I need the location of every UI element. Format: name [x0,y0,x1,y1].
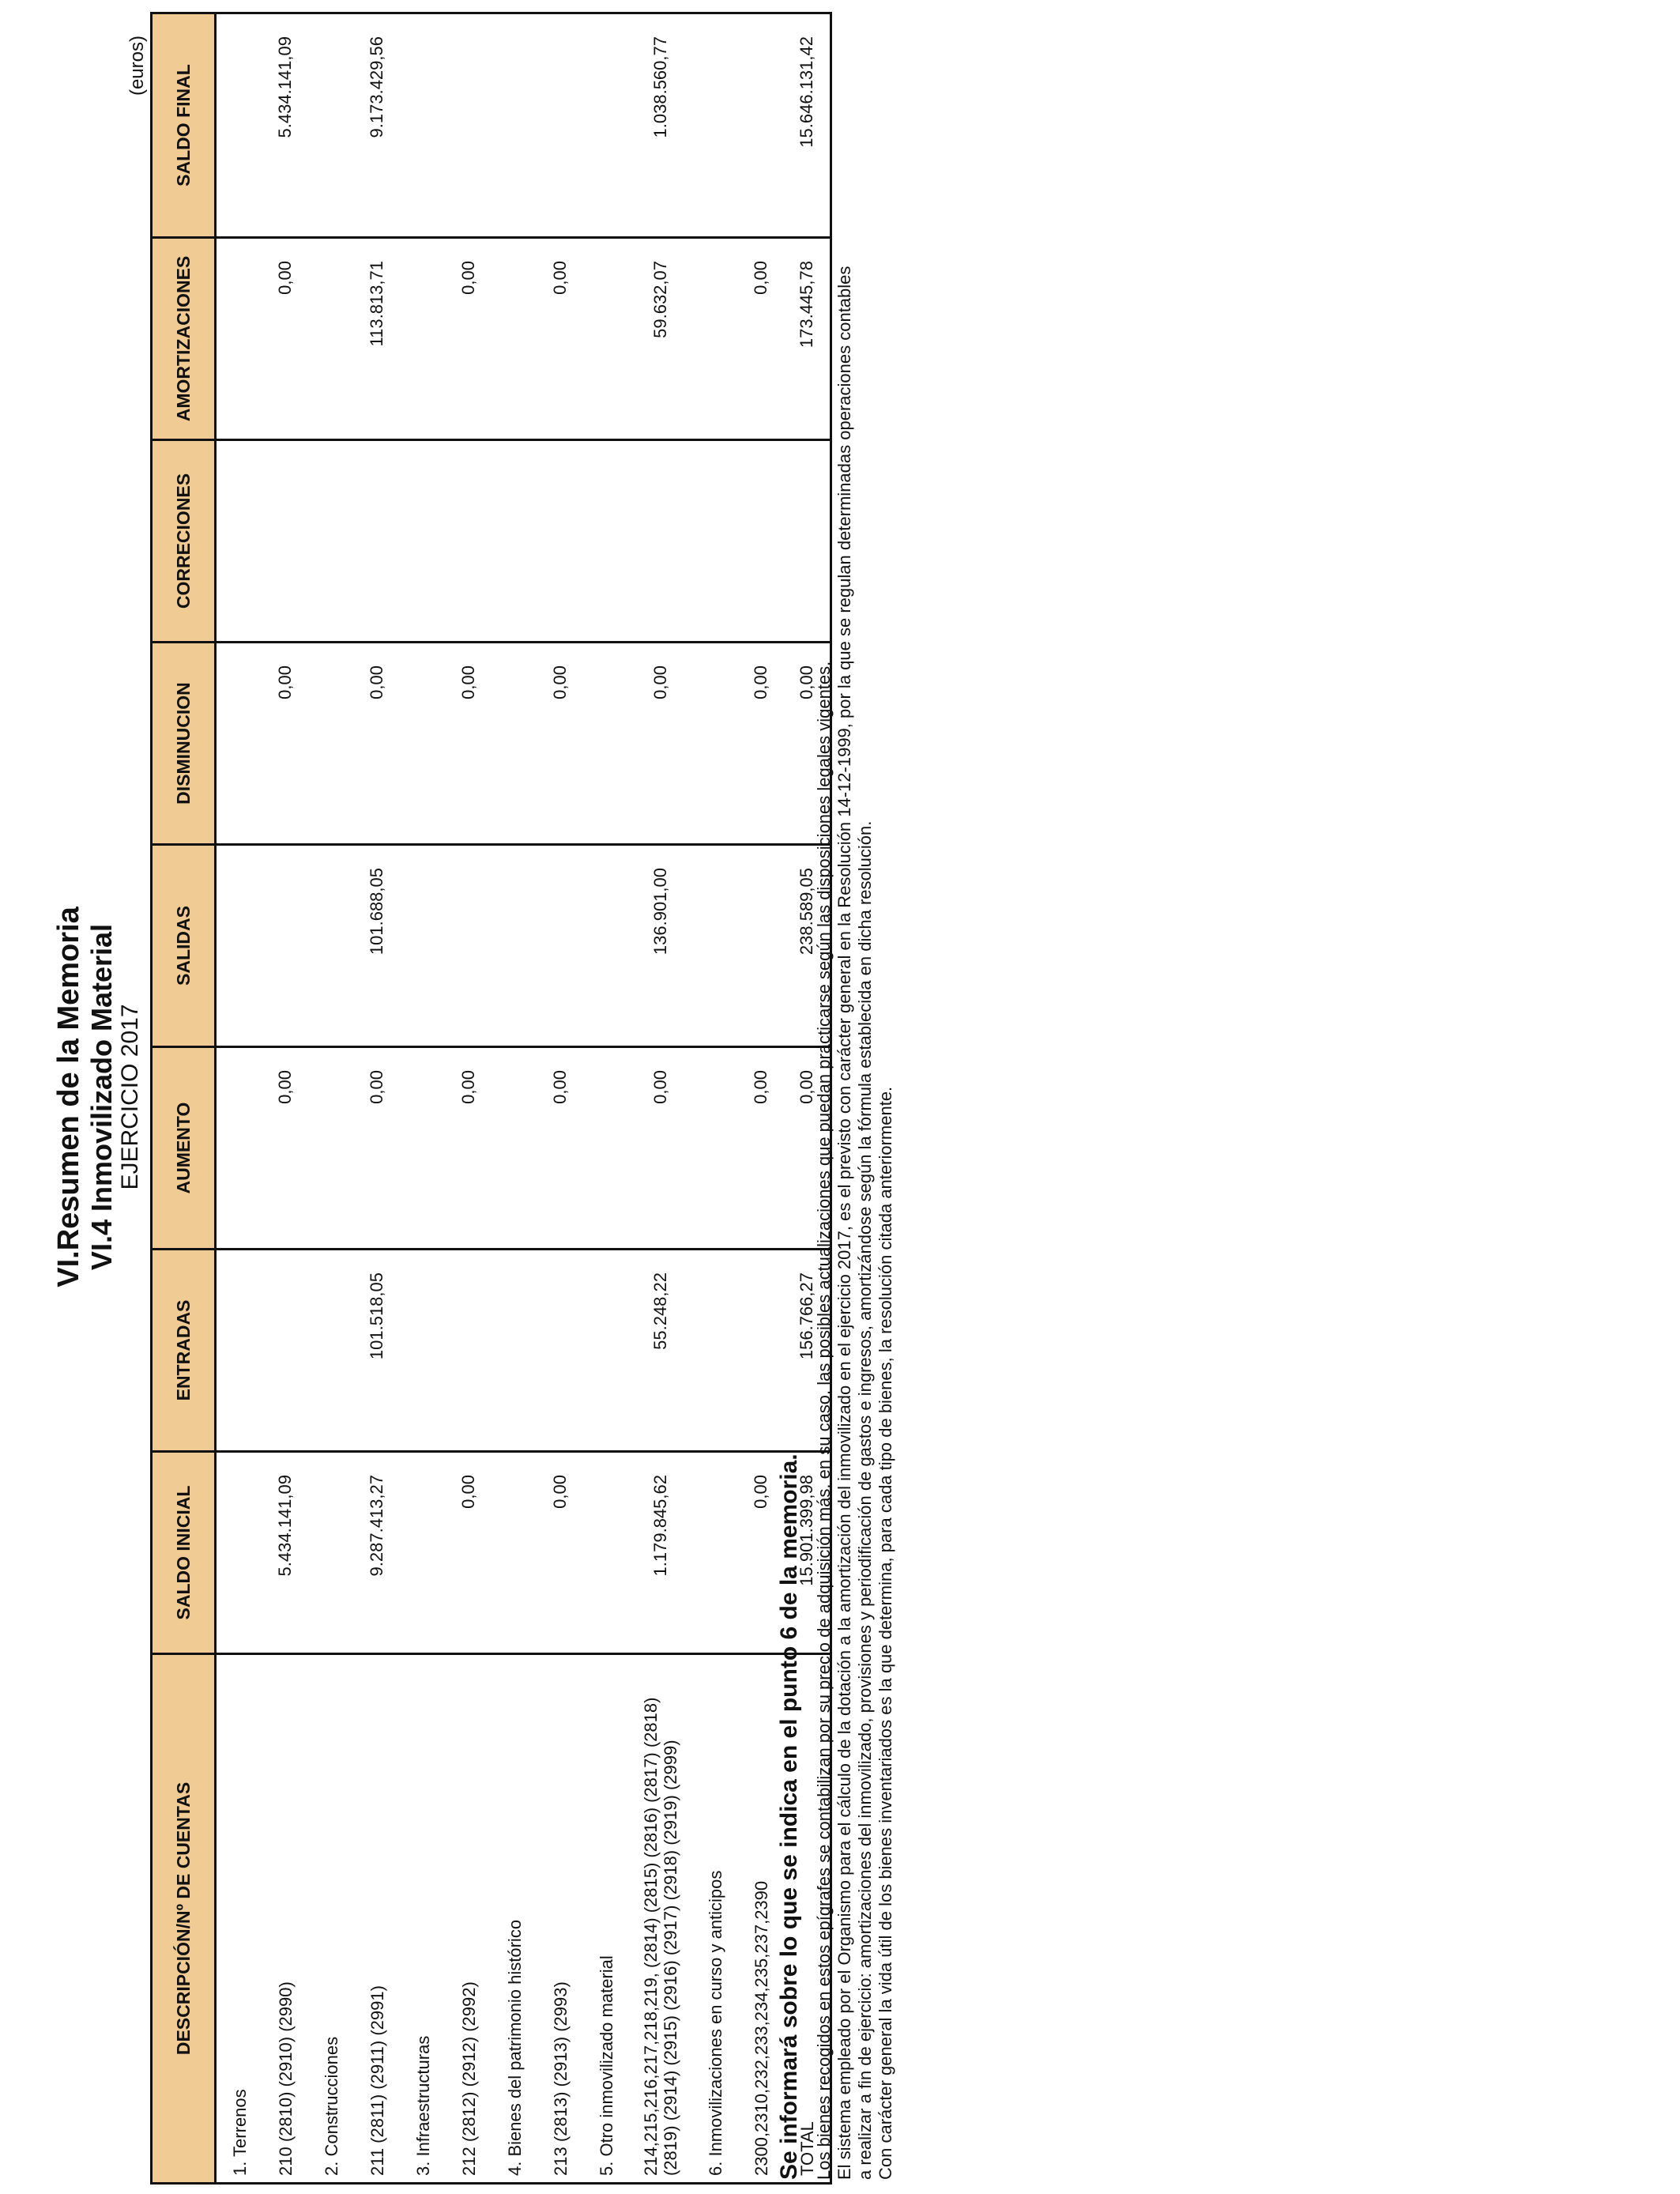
cell-aumento: 0,00 [738,1047,784,1250]
col-header-salidas: SALIDAS [152,845,216,1047]
cell-aumento [583,1047,629,1250]
note-line: El sistema empleado por el Organismo para el cálculo de la dotación a la amortización del inmovilizado en el ejercicio 2017, es el previsto con carácter general en la Resolución 14-12-1999, por la que se regulan determinadas operaciones contables [834,266,854,2180]
cell-saldo-final [308,13,354,238]
cell-entradas [492,1250,537,1452]
cell-amortizaciones: 0,00 [738,238,784,440]
table-row [216,13,263,2184]
cell-saldo-inicial [216,1452,263,1654]
cell-aumento: 0,00 [629,1047,692,1250]
currency-unit: (euros) [126,36,148,96]
col-header-correciones: CORRECIONES [152,440,216,643]
cell-amortizaciones [400,238,446,440]
cell-descripcion: 210 (2810) (2910) (2990) [262,1654,308,2184]
cell-amortizaciones [308,238,354,440]
cell-disminucion [583,643,629,845]
cell-disminucion: 0,00 [262,643,308,845]
table-row [446,13,492,2184]
cell-salidas [692,845,738,1047]
cell-entradas [446,1250,492,1452]
table-row [262,13,308,2184]
cell-correciones [492,440,537,643]
cell-salidas [583,845,629,1047]
cell-aumento [492,1047,537,1250]
cell-saldo-inicial: 0,00 [537,1452,583,1654]
cell-correciones [446,440,492,643]
cell-saldo-final [400,13,446,238]
cell-saldo-final [446,13,492,238]
cell-saldo-final [738,13,784,238]
cell-entradas: 101.518,05 [354,1250,400,1452]
cell-entradas: 55.248,22 [629,1250,692,1452]
cell-amortizaciones [583,238,629,440]
section-title: VI.4 Inmovilizado Material [85,923,118,1271]
cell-saldo-final [583,13,629,238]
cell-salidas [308,845,354,1047]
cell-saldo-final: 5.434.141,09 [262,13,308,238]
cell-amortizaciones: 0,00 [262,238,308,440]
cell-entradas [308,1250,354,1452]
cell-descripcion: 2. Construcciones [308,1654,354,2184]
page-title: VI.Resumen de la Memoria [52,907,85,1287]
cell-saldo-inicial: 15.901.399,98 [784,1452,831,1654]
cell-saldo-inicial: 5.434.141,09 [262,1452,308,1654]
cell-entradas [692,1250,738,1452]
col-header-entradas: ENTRADAS [152,1250,216,1452]
cell-descripcion: 4. Bienes del patrimonio histórico [492,1654,537,2184]
cell-saldo-inicial: 9.287.413,27 [354,1452,400,1654]
cell-disminucion: 0,00 [738,643,784,845]
table-row [400,13,446,2184]
cell-saldo-inicial [308,1452,354,1654]
cell-amortizaciones [492,238,537,440]
col-header-amortizaciones: AMORTIZACIONES [152,238,216,440]
cell-correciones [738,440,784,643]
cell-amortizaciones: 59.632,07 [629,238,692,440]
cell-descripcion: 214,215,216,217,218,219, (2814) (2815) (2816) (2817) (2818) (2819) (2914) (2915) (2916) (2917) (2918) (2919) (2999) [629,1654,692,2184]
cell-salidas [492,845,537,1047]
cell-entradas [262,1250,308,1452]
cell-aumento: 0,00 [446,1047,492,1250]
table-row [629,13,692,2184]
cell-correciones [629,440,692,643]
cell-saldo-final [692,13,738,238]
cell-salidas: 101.688,05 [354,845,400,1047]
cell-salidas: 238.589,05 [784,845,831,1047]
fiscal-year: EJERCICIO 2017 [117,1004,143,1190]
cell-descripcion: 1. Terrenos [216,1654,263,2184]
cell-descripcion: 211 (2811) (2911) (2991) [354,1654,400,2184]
cell-disminucion [692,643,738,845]
cell-saldo-inicial [492,1452,537,1654]
cell-amortizaciones: 0,00 [446,238,492,440]
cell-correciones [583,440,629,643]
cell-correciones [354,440,400,643]
cell-salidas [446,845,492,1047]
cell-descripcion: 6. Inmovilizaciones en curso y anticipos [692,1654,738,2184]
cell-descripcion: 3. Infraestructuras [400,1654,446,2184]
col-header-saldo-final: SALDO FINAL [152,13,216,238]
note-line: a realizar a fin de ejercicio: amortizaciones del inmovilizado, provisiones y periodificación de gastos e ingresos, amortizándose según la fórmula establecida en dicha resolución. [855,820,875,2180]
table-row [583,13,629,2184]
cell-saldo-final [492,13,537,238]
cell-descripcion: TOTAL [784,1654,831,2184]
cell-salidas [400,845,446,1047]
cell-aumento [216,1047,263,1250]
cell-aumento: 0,00 [354,1047,400,1250]
cell-entradas [583,1250,629,1452]
cell-saldo-final: 9.173.429,56 [354,13,400,238]
table-row [308,13,354,2184]
note-line: Los bienes recogidos en estos epígrafes se contabilizan por su precio de adquisición más, en su caso, las posibles actualizaciones que puedan practicarse según las disposiciones legales vigentes. [814,661,834,2180]
cell-saldo-inicial [583,1452,629,1654]
cell-disminucion: 0,00 [354,643,400,845]
cell-disminucion [492,643,537,845]
cell-disminucion: 0,00 [537,643,583,845]
cell-saldo-final [537,13,583,238]
col-header-aumento: AUMENTO [152,1047,216,1250]
cell-entradas [738,1250,784,1452]
cell-salidas [216,845,263,1047]
notes-heading: Se informará sobre lo que se indica en el punto 6 de la memoria. [776,1453,802,2180]
table-row [354,13,400,2184]
col-header-saldo-inicial: SALDO INICIAL [152,1452,216,1654]
header-row [152,13,216,2184]
cell-descripcion: 5. Otro inmovilizado material [583,1654,629,2184]
cell-saldo-inicial: 0,00 [738,1452,784,1654]
cell-aumento: 0,00 [262,1047,308,1250]
cell-disminucion: 0,00 [784,643,831,845]
cell-saldo-inicial [400,1452,446,1654]
cell-correciones [216,440,263,643]
cell-salidas [738,845,784,1047]
cell-entradas [400,1250,446,1452]
cell-descripcion: 212 (2812) (2912) (2992) [446,1654,492,2184]
cell-salidas [537,845,583,1047]
cell-saldo-inicial: 0,00 [446,1452,492,1654]
cell-correciones [262,440,308,643]
cell-disminucion [216,643,263,845]
cell-correciones [692,440,738,643]
cell-aumento [400,1047,446,1250]
cell-aumento [692,1047,738,1250]
col-header-descripcion: DESCRIPCIÓN/Nº DE CUENTAS [152,1654,216,2184]
fixed-assets-table [150,12,832,2185]
cell-correciones [308,440,354,643]
cell-salidas [262,845,308,1047]
table-row [492,13,537,2184]
note-line: Con carácter general la vida útil de los bienes inventariados es la que determina, para cada tipo de bienes, la resolución citada anteriormente. [876,1086,895,2180]
cell-amortizaciones [216,238,263,440]
cell-amortizaciones [692,238,738,440]
cell-entradas [537,1250,583,1452]
cell-correciones [537,440,583,643]
cell-amortizaciones: 0,00 [537,238,583,440]
cell-saldo-final [216,13,263,238]
cell-saldo-final: 1.038.560,77 [629,13,692,238]
cell-saldo-inicial [692,1452,738,1654]
cell-descripcion: 2300,2310,232,233,234,235,237,2390 [738,1654,784,2184]
col-header-disminucion: DISMINUCION [152,643,216,845]
cell-aumento: 0,00 [784,1047,831,1250]
cell-correciones [400,440,446,643]
cell-entradas [216,1250,263,1452]
notes-body [814,46,896,2180]
cell-disminucion [400,643,446,845]
cell-disminucion: 0,00 [629,643,692,845]
table-row [537,13,583,2184]
cell-amortizaciones: 113.813,71 [354,238,400,440]
cell-disminucion [308,643,354,845]
cell-entradas: 156.766,27 [784,1250,831,1452]
cell-saldo-final: 15.646.131,42 [784,13,831,238]
cell-aumento: 0,00 [537,1047,583,1250]
cell-amortizaciones: 173.445,78 [784,238,831,440]
cell-disminucion: 0,00 [446,643,492,845]
cell-aumento [308,1047,354,1250]
cell-descripcion: 213 (2813) (2913) (2993) [537,1654,583,2184]
table-row [692,13,738,2184]
cell-saldo-inicial: 1.179.845,62 [629,1452,692,1654]
cell-salidas: 136.901,00 [629,845,692,1047]
